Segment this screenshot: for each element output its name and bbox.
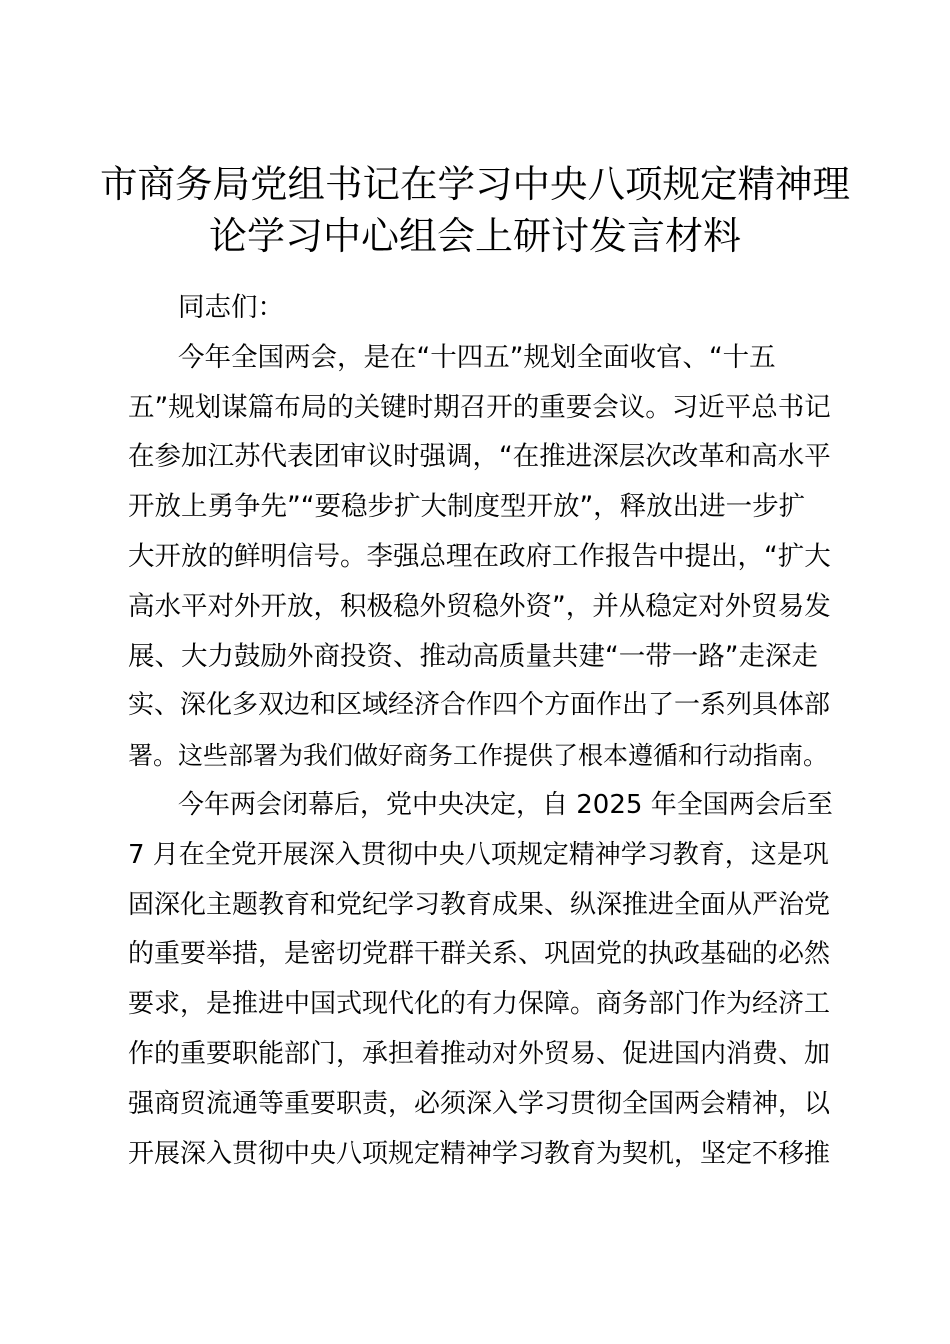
paragraph-line: 强商贸流通等重要职责，必须深入学习贯彻全国两会精神，以 <box>128 1088 831 1119</box>
paragraph-line: 7 月在全党开展深入贯彻中央八项规定精神学习教育，这是巩 <box>128 839 829 870</box>
document-title <box>100 158 850 262</box>
paragraph-line: 作的重要职能部门，承担着推动对外贸易、促进国内消费、加 <box>128 1038 831 1069</box>
title-line-2: 论学习中心组会上研讨发言材料 <box>208 214 741 258</box>
salutation: 同志们： <box>178 292 284 323</box>
paragraph-line: 高水平对外开放，积极稳外贸稳外资”，并从稳定对外贸易发 <box>128 590 831 622</box>
paragraph-line: 实、深化多双边和区域经济合作四个方面作出了一系列具体部 <box>128 690 831 721</box>
paragraph-line: 今年全国两会，是在“十四五”规划全面收官、“十五 <box>178 341 776 373</box>
paragraph-line: 要求，是推进中国式现代化的有力保障。商务部门作为经济工 <box>128 989 831 1020</box>
paragraph-line: 在参加江苏代表团审议时强调，“在推进深层次改革和高水平 <box>128 441 831 473</box>
title-line-1: 市商务局党组书记在学习中央八项规定精神理 <box>100 162 850 206</box>
paragraph-line: 的重要举措，是密切党群干群关系、巩固党的执政基础的必然 <box>128 939 831 970</box>
paragraph-line: 署。这些部署为我们做好商务工作提供了根本遵循和行动指南。 <box>128 741 829 771</box>
paragraph-line: 今年两会闭幕后，党中央决定，自 2025 年全国两会后至 <box>178 789 833 820</box>
paragraph-line: 五”规划谋篇布局的关键时期召开的重要会议。习近平总书记 <box>128 391 831 423</box>
paragraph-line: 开放上勇争先”“要稳步扩大制度型开放”，释放出进一步扩 <box>128 491 806 523</box>
paragraph-line: 固深化主题教育和党纪学习教育成果、纵深推进全面从严治党 <box>128 889 831 920</box>
paragraph-1 <box>128 333 833 781</box>
paragraph-line: 开展深入贯彻中央八项规定精神学习教育为契机，坚定不移推 <box>128 1138 831 1169</box>
document-body <box>128 283 833 1179</box>
paragraph-line: 大开放的鲜明信号。李强总理在政府工作报告中提出，“扩大 <box>128 540 831 572</box>
paragraph-2 <box>128 781 833 1179</box>
paragraph-line: 展、大力鼓励外商投资、推动高质量共建“一带一路”走深走 <box>128 640 818 672</box>
